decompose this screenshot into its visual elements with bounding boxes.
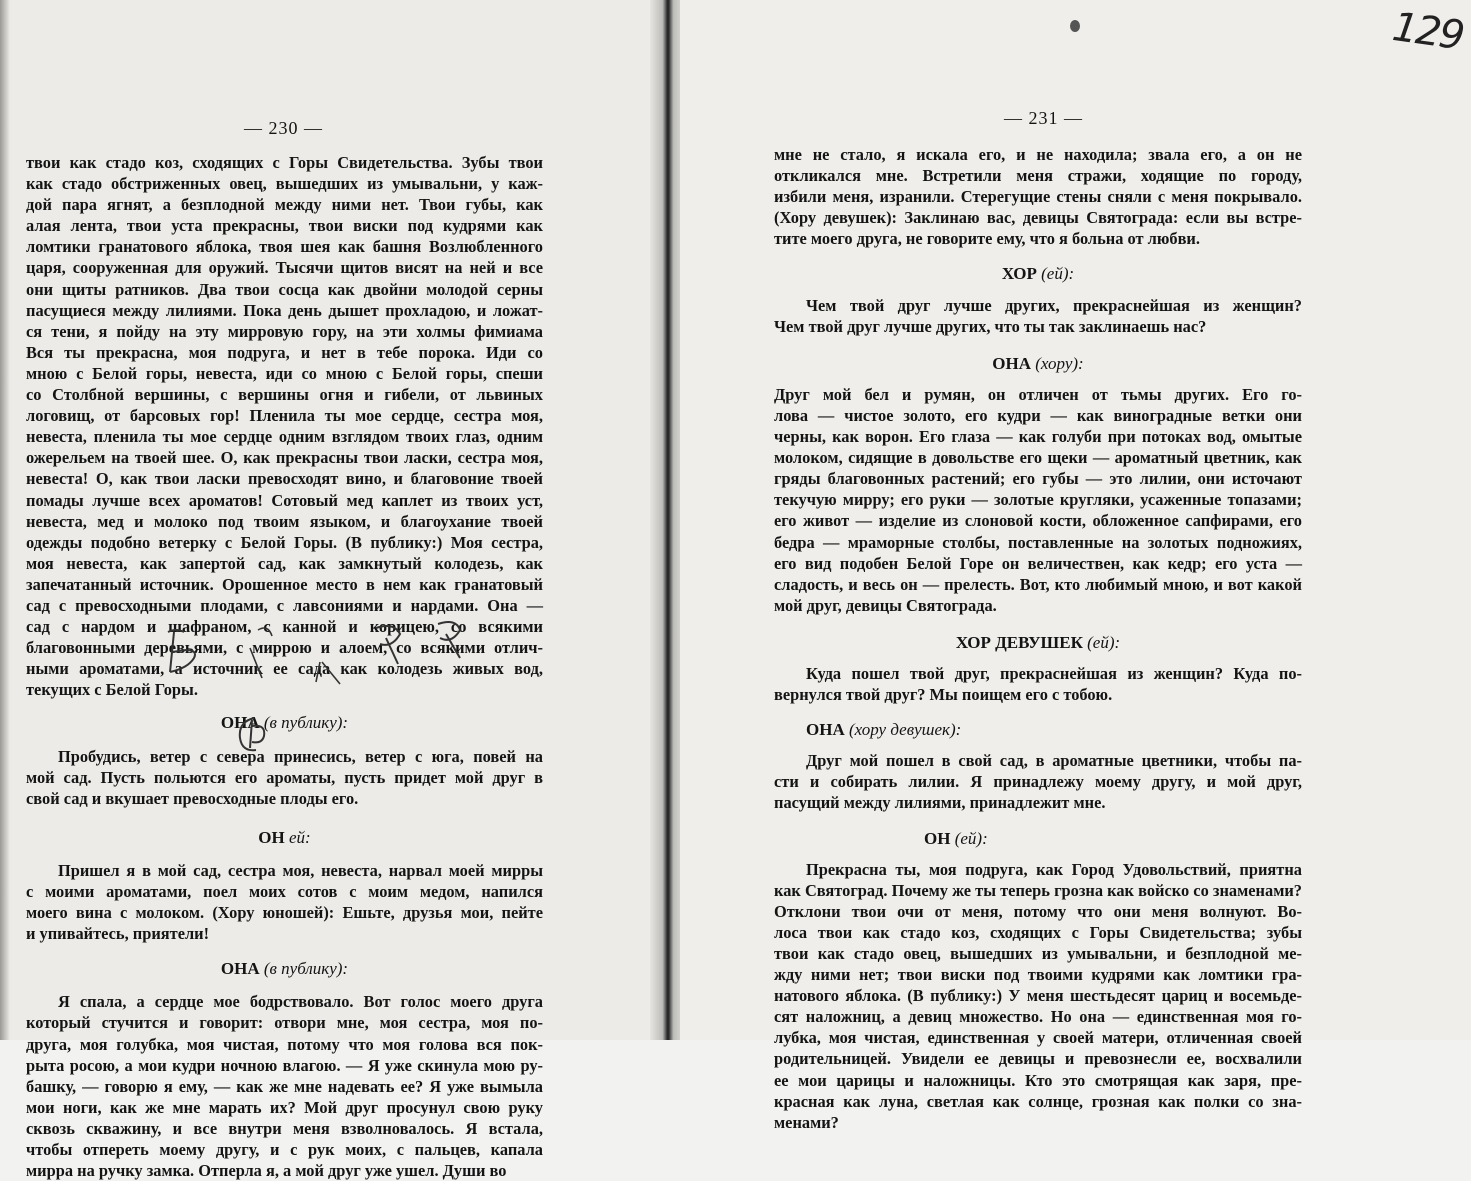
text-line: рыта росою, а мои кудри ночною влагою. — Я уже скинула мою ру- — [26, 1055, 543, 1075]
text-line: сквозь скважину, и все внутри меня взволновалось. Я встала, — [26, 1118, 543, 1138]
text-line: мирра на ручку замка. Отперла я, а мой друг уже ушел. Души во — [26, 1161, 507, 1181]
text-line: алая лента, твои уста прекрасны, твои виски под кудрями как — [26, 216, 543, 236]
right-column — [774, 144, 1302, 1133]
text-line: мною с Белой горы, невеста, иди со мною с Белой горы, спеши — [26, 363, 543, 383]
text-line: запечатанный источник. Орошенное место в нем как гранатовый — [26, 574, 543, 594]
right-heading-5: ОН (ей): — [924, 828, 988, 848]
text-line: избили меня, изранили. Стерегущие стены сняли с меня покрывало. — [774, 187, 1302, 207]
text-line: Пришел я в мой сад, сестра моя, невеста, нарвал моей мирры — [58, 860, 543, 880]
right-page — [680, 0, 1471, 1132]
right-para-5 — [774, 750, 1302, 813]
text-line: мои ноги, как же мне марать их? Мой друг просунул свою руку — [26, 1097, 543, 1117]
pencil-annotation-marks — [140, 608, 480, 688]
text-line: Чем твой друг лучше других, что ты так заклинаешь нас? — [774, 316, 1207, 336]
text-line: с моими ароматами, поел моих сотов с моим медом, напился — [26, 882, 543, 901]
text-line: как Святоград. Почему же ты теперь грозна как войско со знаменами? — [774, 880, 1302, 900]
text-line: помады лучше всех ароматов! Сотовый мед каплет из твоих уст, — [26, 490, 543, 510]
text-line: Прекрасна ты, моя подруга, как Город Удовольствий, приятна — [806, 859, 1302, 879]
right-page-number: — 231 — — [1004, 108, 1083, 128]
right-para-6 — [774, 859, 1302, 1133]
text-line: вернулся твой друг? Мы поищем его с тобою. — [774, 685, 1113, 705]
text-line: откликался мне. Встретили меня стражи, ходящие по городу, — [774, 166, 1302, 186]
folio-number: 129 — [1389, 4, 1466, 60]
pencil-circle-mark — [232, 714, 272, 758]
text-line: ожерельем на твоей шее. О, как прекрасны твои ласки, сестра моя, — [26, 448, 543, 468]
right-heading-2: ОНА (хору): — [992, 353, 1084, 373]
text-line: Куда пошел твой друг, прекраснейшая из женщин? Куда по- — [806, 663, 1302, 683]
text-line: невеста, пленила ты мое сердце одним взглядом твоих глаз, одним — [26, 427, 543, 447]
text-line: невеста, мед и молоко под твоим языком, и благоухание твоей — [26, 511, 543, 531]
text-line: его вид подобен Белой Горе он величествен, как кедр; его уста — — [774, 553, 1302, 573]
text-line: Отклони твои очи от меня, потому что они меня волнуют. Во- — [774, 901, 1302, 921]
left-heading-2: ОН ей: — [258, 827, 311, 847]
stain-dot — [1070, 20, 1080, 32]
text-line: сад с превосходными плодами, с лавсониями и нардами. Она — — [26, 595, 543, 615]
text-line: чтобы отпереть моему другу, и с рук моих, с пальцев, капала — [26, 1140, 543, 1160]
text-line: черны, как ворон. Его глаза — как голуби при потоках вод, омытые — [774, 427, 1302, 447]
left-page — [0, 0, 662, 1181]
text-line: менами? — [774, 1112, 839, 1132]
right-heading-3: ХОР ДЕВУШЕК (ей): — [955, 632, 1121, 652]
text-line: текущих с Белой Горы. — [26, 680, 198, 700]
text-line: мой сад. Пусть польются его ароматы, пусть придет мой друг в — [26, 767, 543, 787]
text-line: молоком, сидящие в довольстве его щеки — ароматный цветник, как — [774, 448, 1302, 468]
text-line: со Столбной вершины, с вершины огня и гибели, от львиных — [26, 385, 543, 405]
text-line: невеста! О, как твои ласки превосходят вино, и благовоние твоей — [26, 469, 543, 489]
text-line: Чем твой друг лучше других, прекраснейшая из женщин? — [806, 295, 1302, 315]
text-line: ее мои царицы и наложницы. Кто это смотрящая как заря, пре- — [774, 1070, 1302, 1090]
text-line: дой пара ягнят, а безплодной между ними нет. Твои губы, как — [26, 195, 543, 215]
text-line: натового яблока. (В публику:) У меня шестьдесят цариц и восемьде- — [774, 986, 1302, 1006]
text-line: Вся ты прекрасна, моя подруга, и нет в тебе порока. Иди со — [26, 342, 543, 362]
text-line: и упивайтесь, приятели! — [26, 924, 210, 944]
text-line: лоса твои как стадо коз, сходящих с Горы Свидетельства; зубы — [774, 922, 1302, 942]
text-line: сладость, и весь он — прелесть. Вот, кто любимый мною, и вот какой — [774, 574, 1302, 594]
text-line: свой сад и вкушает превосходные плоды его. — [26, 788, 359, 808]
left-para-2 — [26, 746, 543, 809]
text-line: сад с нардом и шафраном, с канной и корицею, со всякими — [26, 617, 543, 637]
text-line: тите моего друга, не говорите ему, что я больна от любви. — [774, 229, 1200, 249]
right-para-1 — [774, 144, 1302, 249]
text-line: мне не стало, я искала его, и не находила; звала его, а он не — [774, 145, 1302, 164]
text-line: ся тени, я пойду на эту мирровую гору, на эти холмы фимиама — [26, 321, 543, 341]
text-line: гряды благовонных растений; его губы — это лилии, они источают — [774, 469, 1302, 489]
text-line: родительницей. Увидели ее девицы и превознесли ее, восхвалили — [774, 1049, 1302, 1069]
text-line: одежды подобно ветерку с Белой Горы. (В публику:) Моя сестра, — [26, 532, 543, 552]
text-line: моя невеста, как запертой сад, как замкнутый колодезь, как — [26, 553, 543, 573]
text-line: как стадо обстриженных овец, вышедших из умывальни, у каж- — [26, 174, 543, 194]
left-para-4 — [26, 991, 543, 1181]
right-para-2 — [774, 295, 1302, 337]
text-line: логовищ, от барсовых гор! Пленила ты мое сердце, сестра моя, — [26, 406, 543, 426]
text-line: красная как луна, светлая как солнце, грозная как полки со зна- — [774, 1091, 1302, 1111]
text-line: бедра — мраморные столбы, поставленные на золотых подножиях, — [774, 532, 1302, 552]
text-line: ломтики гранатового яблока, твоя шея как башня Возлюбленного — [26, 237, 543, 257]
text-line: твои как стадо овец, вышедших из умывальни, и безплодной ме- — [774, 944, 1302, 963]
text-line: твои как стадо коз, сходящих с Горы Свидетельства. Зубы твои — [26, 153, 543, 172]
text-line: сят наложниц, а девиц множество. Но она — единственная моя го- — [774, 1007, 1302, 1027]
text-line: ными ароматами, а источник ее сада как колодезь живых вод, — [26, 659, 543, 679]
left-para-3 — [26, 860, 543, 944]
text-line: сти и собирать лилии. Я принадлежу моему другу, и мой друг, — [774, 772, 1302, 792]
text-line: его живот — изделие из слоновой кости, обложенное сапфирами, его — [774, 511, 1302, 531]
text-line: пасущиеся между лилиями. Пока день дышет прохладою, и ложат- — [26, 300, 543, 320]
right-heading-4: ОНА (хору девушек): — [806, 720, 962, 740]
right-heading-1: ХОР (ей): — [1001, 264, 1075, 284]
text-line: башку, — говорю я ему, — как же мне надевать ее? Я уже вымыла — [26, 1076, 543, 1096]
right-para-3 — [774, 384, 1302, 616]
text-line: текучую мирру; его руки — золотые кругляки, усаженные топазами; — [774, 490, 1302, 510]
text-line: лова — чистое золото, его кудри — как виноградные ветки они — [774, 405, 1302, 425]
text-line: царя, сооруженная для оружий. Тысячи щитов висят на ней и все — [26, 258, 543, 278]
text-line: жду ними нет; твои виски под твоими кудрями как ломтики гра- — [774, 965, 1302, 985]
text-line: Друг мой бел и румян, он отличен от тьмы других. Его го- — [774, 384, 1302, 404]
text-line: благовонными деревьями, с миррою и алоем, со всякими отлич- — [26, 638, 543, 658]
text-line: пасущий между лилиями, принадлежит мне. — [774, 793, 1106, 813]
text-line: они щиты ратников. Два твои сосца как двойни молодой серны — [26, 279, 543, 299]
text-line: мой друг, девицы Святограда. — [774, 595, 997, 615]
left-page-number: — 230 — — [244, 118, 323, 138]
text-line: Пробудись, ветер с севера принесись, ветер с юга, повей на — [58, 746, 543, 766]
left-heading-3: ОНА (в публику): — [220, 959, 349, 979]
left-heading-1: ОНА (в публику): — [220, 713, 349, 733]
text-line: Я спала, а сердце мое бодрствовало. Вот голос моего друга — [58, 992, 543, 1012]
text-line: Друг мой пошел в свой сад, в ароматные цветники, чтобы па- — [806, 751, 1302, 771]
left-page-edge — [0, 0, 10, 1040]
text-line: (Хору девушек): Заклинаю вас, девицы Святограда: если вы встре- — [774, 208, 1302, 228]
text-line: лубка, моя чистая, единственная у своей матери, отличенная своей — [774, 1028, 1302, 1048]
text-line: друга, моя голубка, моя чистая, потому что моя голова вся пок- — [26, 1034, 543, 1054]
text-line: моего вина с молоком. (Хору юношей): Ешьте, друзья мои, пейте — [26, 903, 543, 923]
text-line: который стучится и говорит: отвори мне, моя сестра, моя по- — [26, 1013, 543, 1033]
right-para-4 — [774, 663, 1302, 705]
